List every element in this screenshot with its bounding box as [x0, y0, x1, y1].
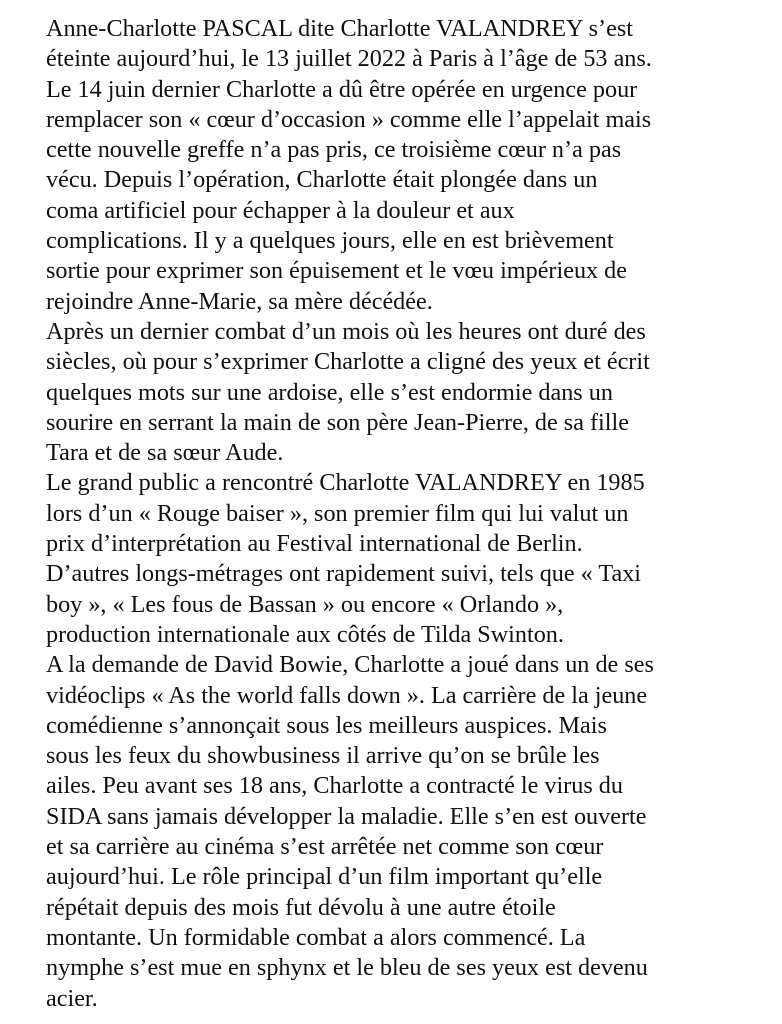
text-line: coma artificiel pour échapper à la douleur et aux: [46, 196, 515, 224]
text-line: vidéoclips « As the world falls down ». La carrière de la jeune: [46, 681, 648, 709]
text-line: Anne-Charlotte PASCAL dite Charlotte VALANDREY s’est: [46, 15, 633, 42]
text-line: sous les feux du showbusiness il arrive qu’on se brûle les: [46, 742, 600, 770]
text-line: siècles, où pour s’exprimer Charlotte a cligné des yeux et écrit: [46, 348, 650, 376]
text-line: Tara et de sa sœur Aude.: [46, 439, 284, 467]
text-line: complications. Il y a quelques jours, elle en est brièvement: [46, 227, 614, 255]
text-line: SIDA sans jamais développer la maladie. Elle s’en est ouverte: [46, 802, 647, 830]
text-line: lors d’un « Rouge baiser », son premier film qui lui valut un: [46, 499, 629, 527]
text-line: aujourd’hui. Le rôle principal d’un film important qu’elle: [46, 863, 603, 891]
text-line: A la demande de David Bowie, Charlotte a joué dans un de ses: [46, 651, 654, 679]
text-line: et sa carrière au cinéma s’est arrêtée net comme son cœur: [46, 833, 604, 861]
text-line: éteinte aujourd’hui, le 13 juillet 2022 à Paris à l’âge de 53 ans.: [46, 45, 652, 73]
text-line: sortie pour exprimer son épuisement et le vœu impérieux de: [46, 257, 628, 285]
text-line: répétait depuis des mois fut dévolu à une autre étoile: [46, 893, 556, 921]
text-line: quelques mots sur une ardoise, elle s’est endormie dans un: [46, 378, 613, 406]
text-line: sourire en serrant la main de son père Jean-Pierre, de sa fille: [46, 408, 629, 436]
text-line: Le grand public a rencontré Charlotte VALANDREY en 1985: [46, 469, 645, 497]
text-line: comédienne s’annonçait sous les meilleurs auspices. Mais: [46, 711, 607, 739]
text-line: remplacer son « cœur d’occasion » comme elle l’appelait mais: [46, 105, 652, 133]
text-line: prix d’interprétation au Festival international de Berlin.: [46, 530, 583, 558]
text-line: D’autres longs-métrages ont rapidement suivi, tels que « Taxi: [46, 560, 642, 588]
text-line: nymphe s’est mue en sphynx et le bleu de ses yeux est devenu: [46, 954, 648, 982]
text-line: vécu. Depuis l’opération, Charlotte était plongée dans un: [46, 166, 598, 194]
text-line: Après un dernier combat d’un mois où les heures ont duré des: [46, 317, 646, 345]
text-line: cette nouvelle greffe n’a pas pris, ce troisième cœur n’a pas: [46, 136, 622, 164]
text-line: acier.: [46, 984, 98, 1012]
text-line: rejoindre Anne-Marie, sa mère décédée.: [46, 287, 433, 315]
text-line: ailes. Peu avant ses 18 ans, Charlotte a contracté le virus du: [46, 772, 623, 800]
text-line: production internationale aux côtés de Tilda Swinton.: [46, 620, 564, 648]
text-line: montante. Un formidable combat a alors commencé. La: [46, 923, 586, 951]
article-text: [46, 14, 746, 1014]
text-line: Le 14 juin dernier Charlotte a dû être opérée en urgence pour: [46, 75, 638, 103]
text-line: boy », « Les fous de Bassan » ou encore « Orlando »,: [46, 590, 564, 618]
